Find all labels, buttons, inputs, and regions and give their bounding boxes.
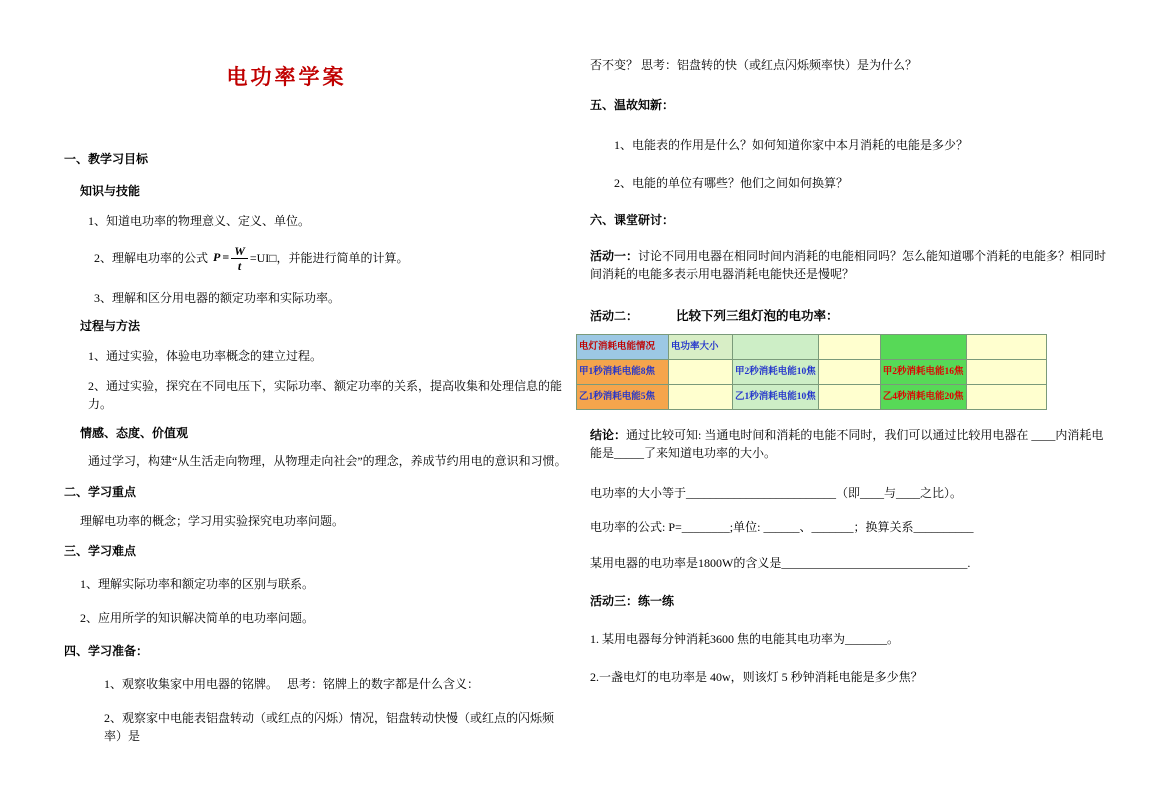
table-header-power: 电功率大小 bbox=[669, 334, 733, 359]
emotion-item-1: 通过学习，构建“从生活走向物理，从物理走向社会”的理念，养成节约用电的意识和习惯。 bbox=[88, 453, 567, 468]
formula-suffix: =UI□，并能进行简单的计算。 bbox=[249, 250, 409, 265]
formula-equals: = bbox=[222, 250, 230, 265]
table-cell-blank bbox=[669, 384, 733, 409]
heading-preparation: 四、学习准备： bbox=[64, 643, 149, 658]
table-row-lamp-b bbox=[577, 384, 1047, 409]
key-points-text: 理解电功率的概念；学习用实验探究电功率问题。 bbox=[80, 513, 345, 528]
process-item-2: 2、通过实验，探究在不同电压下，实际功率、额定功率的关系，提高收集和处理信息的能力。 bbox=[88, 378, 563, 411]
table-row-header bbox=[577, 334, 1047, 359]
formula-symbol-P: P bbox=[213, 250, 221, 265]
review-item-1: 1、电能表的作用是什么？如何知道你家中本月消耗的电能是多少？ bbox=[614, 138, 969, 152]
power-formula bbox=[211, 243, 250, 274]
power-formula-blank-line: 电功率的公式: P=________;单位: ______、_______；换算关系__________ bbox=[590, 519, 974, 534]
table-row-lamp-a bbox=[577, 359, 1047, 384]
table-cell-blank bbox=[966, 334, 1046, 359]
preparation-item-1: 1、观察收集家中用电器的铭牌。 思考：铭牌上的数字都是什么含义： bbox=[104, 676, 480, 691]
exercise-2: 2.一盏电灯的电功率是 40w，则该灯 5 秒钟消耗电能是多少焦？ bbox=[590, 669, 923, 684]
activity-2 bbox=[590, 307, 1112, 326]
table-cell-blank bbox=[818, 359, 880, 384]
table-cell-blank bbox=[966, 384, 1046, 409]
heading-activity-3: 活动三：练一练 bbox=[590, 593, 675, 608]
table-cell-blank bbox=[818, 334, 880, 359]
formula-numerator: W bbox=[231, 245, 248, 260]
table-cell-blank bbox=[880, 334, 966, 359]
table-header-consumption: 电灯消耗电能情况 bbox=[577, 334, 669, 359]
table-cell-blank bbox=[733, 334, 819, 359]
table-cell-group1-b: 乙1秒消耗电能5焦 bbox=[577, 384, 669, 409]
knowledge-item-2 bbox=[64, 245, 569, 273]
power-meaning-blank-line: 某用电器的电功率是1800W的含义是_______________________________. bbox=[590, 555, 971, 570]
activity-1-text: 讨论不同用电器在相同时间内消耗的电能相同吗？怎么能知道哪个消耗的电能多？相同时间消耗的电能多表示用电器消耗电能快还是慢呢？ bbox=[590, 249, 1107, 281]
knowledge-item-3: 3、理解和区分用电器的额定功率和实际功率。 bbox=[94, 290, 341, 305]
process-item-1: 1、通过实验，体验电功率概念的建立过程。 bbox=[88, 348, 323, 363]
review-item-2: 2、电能的单位有哪些？他们之间如何换算？ bbox=[614, 176, 849, 190]
right-column bbox=[579, 56, 1112, 702]
heading-review: 五、温故知新： bbox=[590, 98, 675, 112]
activity-1 bbox=[590, 247, 1112, 283]
difficulty-item-2: 2、应用所学的知识解决简单的电功率问题。 bbox=[80, 610, 315, 625]
difficulty-item-1: 1、理解实际功率和额定功率的区别与联系。 bbox=[80, 576, 315, 591]
subheading-emotion-values: 情感、态度、价值观 bbox=[80, 425, 189, 440]
table-cell-blank bbox=[669, 359, 733, 384]
conclusion bbox=[590, 426, 1112, 462]
table-cell-blank bbox=[818, 384, 880, 409]
formula-denominator: t bbox=[237, 259, 242, 274]
left-column bbox=[64, 56, 569, 761]
power-size-blank-line: 电功率的大小等于_________________________（即____与____之比）。 bbox=[590, 485, 963, 500]
formula-prefix: 2、理解电功率的公式 bbox=[94, 250, 212, 265]
activity2-table bbox=[576, 334, 1047, 410]
heading-goals: 一、教学习目标 bbox=[64, 151, 149, 166]
document-title: 电功率学案 bbox=[226, 65, 347, 89]
activity-2-text: 比较下列三组灯泡的电功率： bbox=[676, 309, 839, 323]
table-cell-group2-a: 甲2秒消耗电能10焦 bbox=[733, 359, 819, 384]
heading-difficulties: 三、学习难点 bbox=[64, 543, 137, 558]
conclusion-label: 结论： bbox=[590, 427, 627, 442]
knowledge-item-1: 1、知道电功率的物理意义、定义、单位。 bbox=[88, 213, 311, 228]
formula-fraction bbox=[231, 245, 248, 273]
conclusion-text: 通过比较可知: 当通电时间和消耗的电能不同时，我们可以通过比较用电器在 ____内消耗电能是_____了来知道电功率的大小。 bbox=[590, 427, 1104, 460]
subheading-process-methods: 过程与方法 bbox=[80, 318, 141, 333]
table-cell-group2-b: 乙1秒消耗电能10焦 bbox=[733, 384, 819, 409]
continuation-line: 否不变？ 思考：铝盘转的快（或红点闪烁频率快）是为什么？ bbox=[590, 58, 918, 72]
table-cell-group1-a: 甲1秒消耗电能8焦 bbox=[577, 359, 669, 384]
preparation-item-2: 2、观察家中电能表铝盘转动（或红点的闪烁）情况，铝盘转动快慢（或红点的闪烁频率）是 bbox=[104, 710, 555, 743]
table-cell-group3-b: 乙4秒消耗电能20焦 bbox=[880, 384, 966, 409]
table-cell-group3-a: 甲2秒消耗电能16焦 bbox=[880, 359, 966, 384]
subheading-knowledge-skills: 知识与技能 bbox=[80, 183, 141, 198]
heading-key-points: 二、学习重点 bbox=[64, 484, 137, 499]
activity-1-label: 活动一： bbox=[590, 249, 639, 263]
activity-2-label: 活动二： bbox=[590, 309, 639, 323]
heading-class-discussion: 六、课堂研讨： bbox=[590, 213, 675, 227]
exercise-1: 1. 某用电器每分钟消耗3600 焦的电能其电功率为_______。 bbox=[590, 631, 900, 646]
table-cell-blank bbox=[966, 359, 1046, 384]
